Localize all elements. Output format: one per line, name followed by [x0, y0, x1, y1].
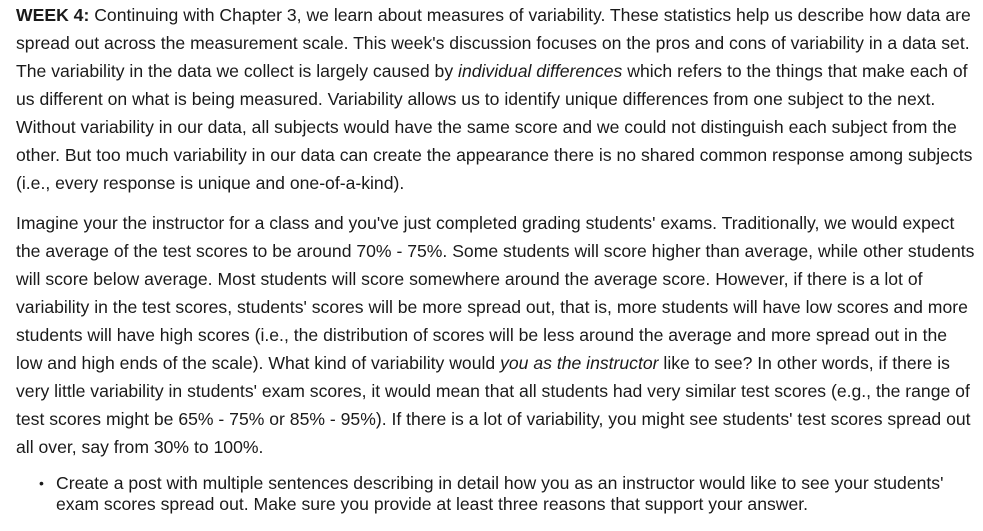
scenario-paragraph [16, 209, 977, 461]
intro-paragraph [16, 1, 977, 197]
scenario-text-part-2: like to see? In other words, if there is very little variability in students' exam scores, it would mean that all students had very similar test scores (e.g., the range of test scores might be 65% - 75% or 85% - 95%). If there is a lot of variability, you might see students' test scores spread out all over, say from 30% to 100%. [16, 353, 971, 457]
instruction-item: • Create a post with multiple sentences describing in detail how you as an instructor would like to see your students' exam scores spread out. Make sure you provide at least three reasons that support your answer. [56, 473, 977, 515]
scenario-emphasis: you as the instructor [500, 353, 659, 373]
intro-text-part-2: which refers to the things that make each of us different on what is being measured. Variability allows us to identify unique differences from one subject to the next. Without variability in our data, all subjects would have the same score and we could not distinguish each subject from the other. But too much variability in our data can create the appearance there is no shared common response among subjects (i.e., every response is unique and one-of-a-kind). [16, 61, 973, 193]
intro-emphasis: individual differences [458, 61, 623, 81]
instruction-list [16, 473, 977, 515]
scenario-text-part-1: Imagine your the instructor for a class and you've just completed grading students' exams. Traditionally, we would expect the average of the test scores to be around 70% - 75%. Some students will score higher than average, while other students will score below average. Most students will score somewhere around the average score. However, if there is a lot of variability in the test scores, students' scores will be more spread out, that is, more students will have low scores and more students will have high scores (i.e., the distribution of scores will be less around the average and more spread out in the low and high ends of the scale). What kind of variability would [16, 213, 975, 373]
intro-text-part-1: Continuing with Chapter 3, we learn about measures of variability. These statistics help us describe how data are spread out across the measurement scale. This week's discussion focuses on the pros and cons of variability in a data set. The variability in the data we collect is largely caused by [16, 5, 971, 81]
week-label: WEEK 4: [16, 5, 90, 25]
